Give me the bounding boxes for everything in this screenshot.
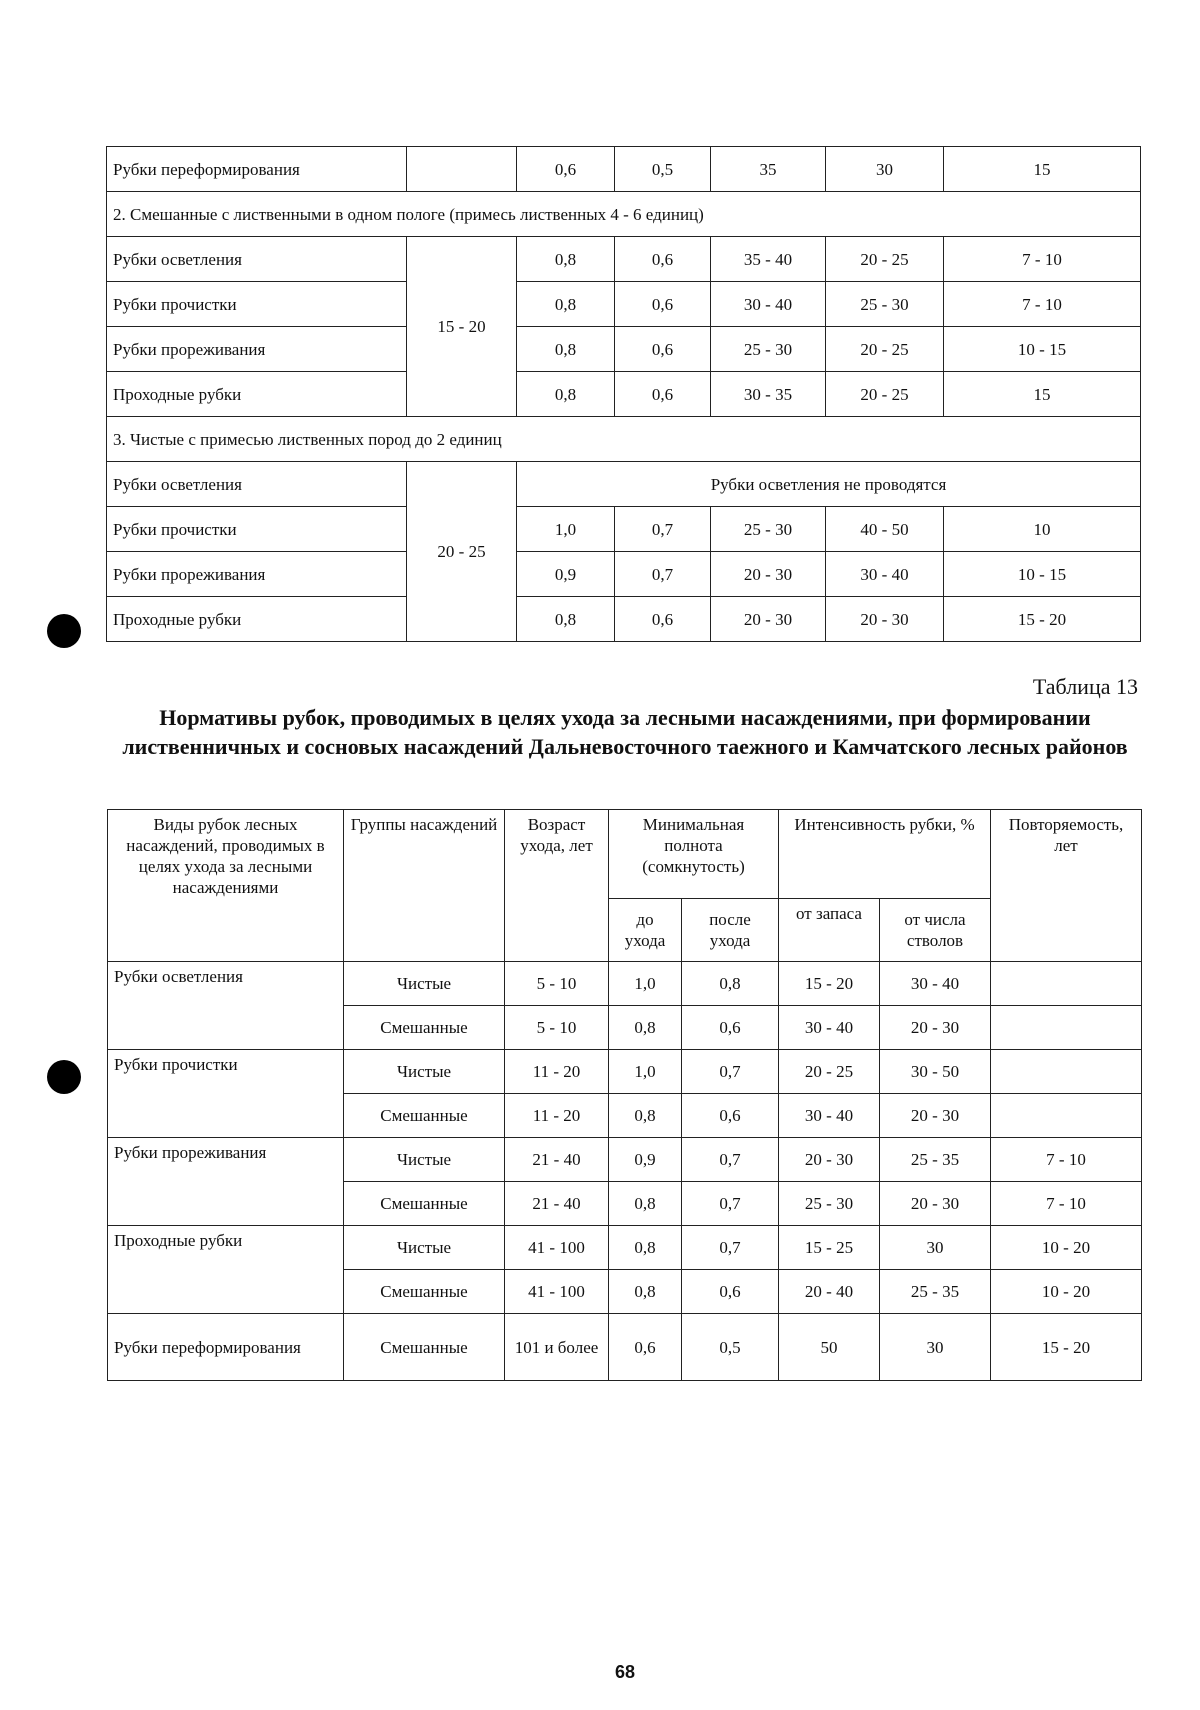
repeat-cell: 10 - 15 xyxy=(944,552,1141,597)
table-row xyxy=(107,237,1141,282)
group-cell: Смешанные xyxy=(344,1270,505,1314)
density-before-cell: 0,8 xyxy=(517,597,615,642)
header-intensity-stems: от числа стволов xyxy=(880,899,991,962)
note-cell: Рубки осветления не проводятся xyxy=(517,462,1141,507)
density-before-cell: 0,8 xyxy=(609,1094,682,1138)
density-before-cell: 1,0 xyxy=(517,507,615,552)
section-heading-row xyxy=(107,192,1141,237)
intensity-stems-cell: 30 - 50 xyxy=(880,1050,991,1094)
age-cell: 15 - 20 xyxy=(407,237,517,417)
age-cell: 21 - 40 xyxy=(505,1182,609,1226)
cut-type-cell: Проходные рубки xyxy=(108,1226,344,1314)
repeat-cell: 15 - 20 xyxy=(944,597,1141,642)
intensity-stock-cell: 30 - 40 xyxy=(711,282,826,327)
density-before-cell: 0,8 xyxy=(609,1270,682,1314)
intensity-stems-cell: 25 - 35 xyxy=(880,1138,991,1182)
density-before-cell: 0,6 xyxy=(609,1314,682,1381)
table-row xyxy=(108,1226,1142,1270)
intensity-stock-cell: 25 - 30 xyxy=(711,507,826,552)
table-row xyxy=(107,462,1141,507)
cut-type-cell: Рубки переформирования xyxy=(108,1314,344,1381)
density-after-cell: 0,6 xyxy=(682,1094,779,1138)
density-before-cell: 1,0 xyxy=(609,1050,682,1094)
repeat-cell: 10 - 20 xyxy=(991,1270,1142,1314)
header-density-after: после ухода xyxy=(682,899,779,962)
intensity-stems-cell: 20 - 25 xyxy=(826,372,944,417)
intensity-stock-cell: 35 - 40 xyxy=(711,237,826,282)
repeat-cell xyxy=(991,962,1142,1006)
header-repeat: Повторяемость, лет xyxy=(991,810,1142,962)
repeat-cell: 10 xyxy=(944,507,1141,552)
intensity-stems-cell: 30 - 40 xyxy=(826,552,944,597)
cut-type-cell: Рубки прореживания xyxy=(107,327,407,372)
density-before-cell: 0,8 xyxy=(517,372,615,417)
cut-type-cell: Проходные рубки xyxy=(107,372,407,417)
intensity-stock-cell: 35 xyxy=(711,147,826,192)
intensity-stock-cell: 15 - 20 xyxy=(779,962,880,1006)
intensity-stock-cell: 25 - 30 xyxy=(711,327,826,372)
group-cell: Чистые xyxy=(344,1050,505,1094)
density-before-cell: 0,6 xyxy=(517,147,615,192)
repeat-cell xyxy=(991,1006,1142,1050)
density-after-cell: 0,8 xyxy=(682,962,779,1006)
intensity-stems-cell: 30 xyxy=(880,1314,991,1381)
group-cell: Смешанные xyxy=(344,1006,505,1050)
repeat-cell: 7 - 10 xyxy=(991,1138,1142,1182)
cut-type-cell: Рубки осветления xyxy=(108,962,344,1050)
age-cell: 41 - 100 xyxy=(505,1226,609,1270)
density-before-cell: 0,9 xyxy=(609,1138,682,1182)
density-after-cell: 0,6 xyxy=(682,1270,779,1314)
intensity-stems-cell: 20 - 30 xyxy=(880,1094,991,1138)
age-cell: 11 - 20 xyxy=(505,1094,609,1138)
density-before-cell: 0,8 xyxy=(517,237,615,282)
repeat-cell: 7 - 10 xyxy=(944,237,1141,282)
density-after-cell: 0,6 xyxy=(615,597,711,642)
age-cell: 101 и более xyxy=(505,1314,609,1381)
intensity-stock-cell: 20 - 30 xyxy=(711,597,826,642)
cut-type-cell: Рубки прореживания xyxy=(107,552,407,597)
intensity-stems-cell: 20 - 30 xyxy=(826,597,944,642)
age-cell: 20 - 25 xyxy=(407,462,517,642)
intensity-stock-cell: 30 - 35 xyxy=(711,372,826,417)
repeat-cell xyxy=(991,1094,1142,1138)
intensity-stems-cell: 20 - 30 xyxy=(880,1182,991,1226)
group-cell: Смешанные xyxy=(344,1094,505,1138)
density-before-cell: 0,8 xyxy=(517,327,615,372)
table-row xyxy=(108,1138,1142,1182)
group-cell: Смешанные xyxy=(344,1314,505,1381)
cut-type-cell: Рубки прореживания xyxy=(108,1138,344,1226)
age-cell: 41 - 100 xyxy=(505,1270,609,1314)
page-number: 68 xyxy=(614,1662,636,1682)
table-row xyxy=(107,282,1141,327)
density-after-cell: 0,5 xyxy=(615,147,711,192)
density-after-cell: 0,6 xyxy=(615,327,711,372)
repeat-cell: 15 - 20 xyxy=(991,1314,1142,1381)
repeat-cell: 7 - 10 xyxy=(944,282,1141,327)
intensity-stock-cell: 20 - 30 xyxy=(779,1138,880,1182)
intensity-stems-cell: 30 xyxy=(880,1226,991,1270)
density-after-cell: 0,6 xyxy=(615,282,711,327)
cut-type-cell: Проходные рубки xyxy=(107,597,407,642)
repeat-cell: 10 - 20 xyxy=(991,1226,1142,1270)
density-after-cell: 0,7 xyxy=(682,1050,779,1094)
section-heading: 2. Смешанные с лиственными в одном пологе (примесь лиственных 4 - 6 единиц) xyxy=(107,192,1141,237)
density-after-cell: 0,7 xyxy=(682,1182,779,1226)
density-before-cell: 1,0 xyxy=(609,962,682,1006)
intensity-stock-cell: 15 - 25 xyxy=(779,1226,880,1270)
header-group: Группы насаждений xyxy=(344,810,505,962)
intensity-stock-cell: 30 - 40 xyxy=(779,1094,880,1138)
intensity-stems-cell: 30 - 40 xyxy=(880,962,991,1006)
punch-hole-mark xyxy=(47,1060,81,1094)
group-cell xyxy=(407,147,517,192)
table-row xyxy=(107,327,1141,372)
intensity-stems-cell: 20 - 25 xyxy=(826,327,944,372)
intensity-stems-cell: 40 - 50 xyxy=(826,507,944,552)
table-row xyxy=(107,147,1141,192)
density-after-cell: 0,5 xyxy=(682,1314,779,1381)
punch-hole-mark xyxy=(47,614,81,648)
table-row xyxy=(107,552,1141,597)
intensity-stock-cell: 20 - 25 xyxy=(779,1050,880,1094)
density-before-cell: 0,8 xyxy=(517,282,615,327)
cut-type-cell: Рубки осветления xyxy=(107,462,407,507)
header-cut-type: Виды рубок лесных насаждений, проводимых в целях ухода за лесными насаждениями xyxy=(108,810,344,962)
intensity-stock-cell: 30 - 40 xyxy=(779,1006,880,1050)
group-cell: Чистые xyxy=(344,1226,505,1270)
table-number-label: Таблица 13 xyxy=(1032,674,1138,699)
group-cell: Чистые xyxy=(344,962,505,1006)
group-cell: Чистые xyxy=(344,1138,505,1182)
density-before-cell: 0,9 xyxy=(517,552,615,597)
section-heading-row xyxy=(107,417,1141,462)
cut-type-cell: Рубки прочистки xyxy=(107,507,407,552)
table-row xyxy=(108,962,1142,1006)
header-row xyxy=(108,810,1142,899)
density-after-cell: 0,6 xyxy=(615,372,711,417)
intensity-stock-cell: 50 xyxy=(779,1314,880,1381)
group-cell: Смешанные xyxy=(344,1182,505,1226)
intensity-stems-cell: 25 - 35 xyxy=(880,1270,991,1314)
intensity-stems-cell: 30 xyxy=(826,147,944,192)
intensity-stems-cell: 20 - 30 xyxy=(880,1006,991,1050)
table-row xyxy=(108,1314,1142,1381)
header-density-before: до ухода xyxy=(609,899,682,962)
table-row xyxy=(107,597,1141,642)
density-after-cell: 0,7 xyxy=(615,552,711,597)
density-after-cell: 0,7 xyxy=(682,1138,779,1182)
cut-type-cell: Рубки прочистки xyxy=(107,282,407,327)
intensity-stems-cell: 25 - 30 xyxy=(826,282,944,327)
density-before-cell: 0,8 xyxy=(609,1006,682,1050)
age-cell: 21 - 40 xyxy=(505,1138,609,1182)
repeat-cell: 15 xyxy=(944,372,1141,417)
density-before-cell: 0,8 xyxy=(609,1226,682,1270)
repeat-cell: 10 - 15 xyxy=(944,327,1141,372)
intensity-stems-cell: 20 - 25 xyxy=(826,237,944,282)
density-after-cell: 0,7 xyxy=(615,507,711,552)
header-density: Минимальная полнота (сомкнутость) xyxy=(609,810,779,899)
density-after-cell: 0,6 xyxy=(682,1006,779,1050)
intensity-stock-cell: 20 - 30 xyxy=(711,552,826,597)
header-intensity: Интенсивность рубки, % xyxy=(779,810,991,899)
intensity-stock-cell: 25 - 30 xyxy=(779,1182,880,1226)
age-cell: 5 - 10 xyxy=(505,1006,609,1050)
table-title: Нормативы рубок, проводимых в целях ухода за лесными насаждениями, при формировании лиственничных и сосновых насаждений Дальневосточного таежного и Камчатского лесных районов xyxy=(122,705,1128,759)
felling-norms-table xyxy=(107,809,1142,1381)
header-intensity-stock: от запаса xyxy=(779,899,880,962)
age-cell: 11 - 20 xyxy=(505,1050,609,1094)
repeat-cell: 7 - 10 xyxy=(991,1182,1142,1226)
density-before-cell: 0,8 xyxy=(609,1182,682,1226)
table-row xyxy=(107,507,1141,552)
density-after-cell: 0,6 xyxy=(615,237,711,282)
cut-type-cell: Рубки осветления xyxy=(107,237,407,282)
section-heading: 3. Чистые с примесью лиственных пород до 2 единиц xyxy=(107,417,1141,462)
table-row xyxy=(108,1050,1142,1094)
repeat-cell: 15 xyxy=(944,147,1141,192)
cut-type-cell: Рубки переформирования xyxy=(107,147,407,192)
table-row xyxy=(107,372,1141,417)
continued-table xyxy=(106,146,1141,642)
repeat-cell xyxy=(991,1050,1142,1094)
age-cell: 5 - 10 xyxy=(505,962,609,1006)
cut-type-cell: Рубки прочистки xyxy=(108,1050,344,1138)
intensity-stock-cell: 20 - 40 xyxy=(779,1270,880,1314)
density-after-cell: 0,7 xyxy=(682,1226,779,1270)
header-age: Возраст ухода, лет xyxy=(505,810,609,962)
